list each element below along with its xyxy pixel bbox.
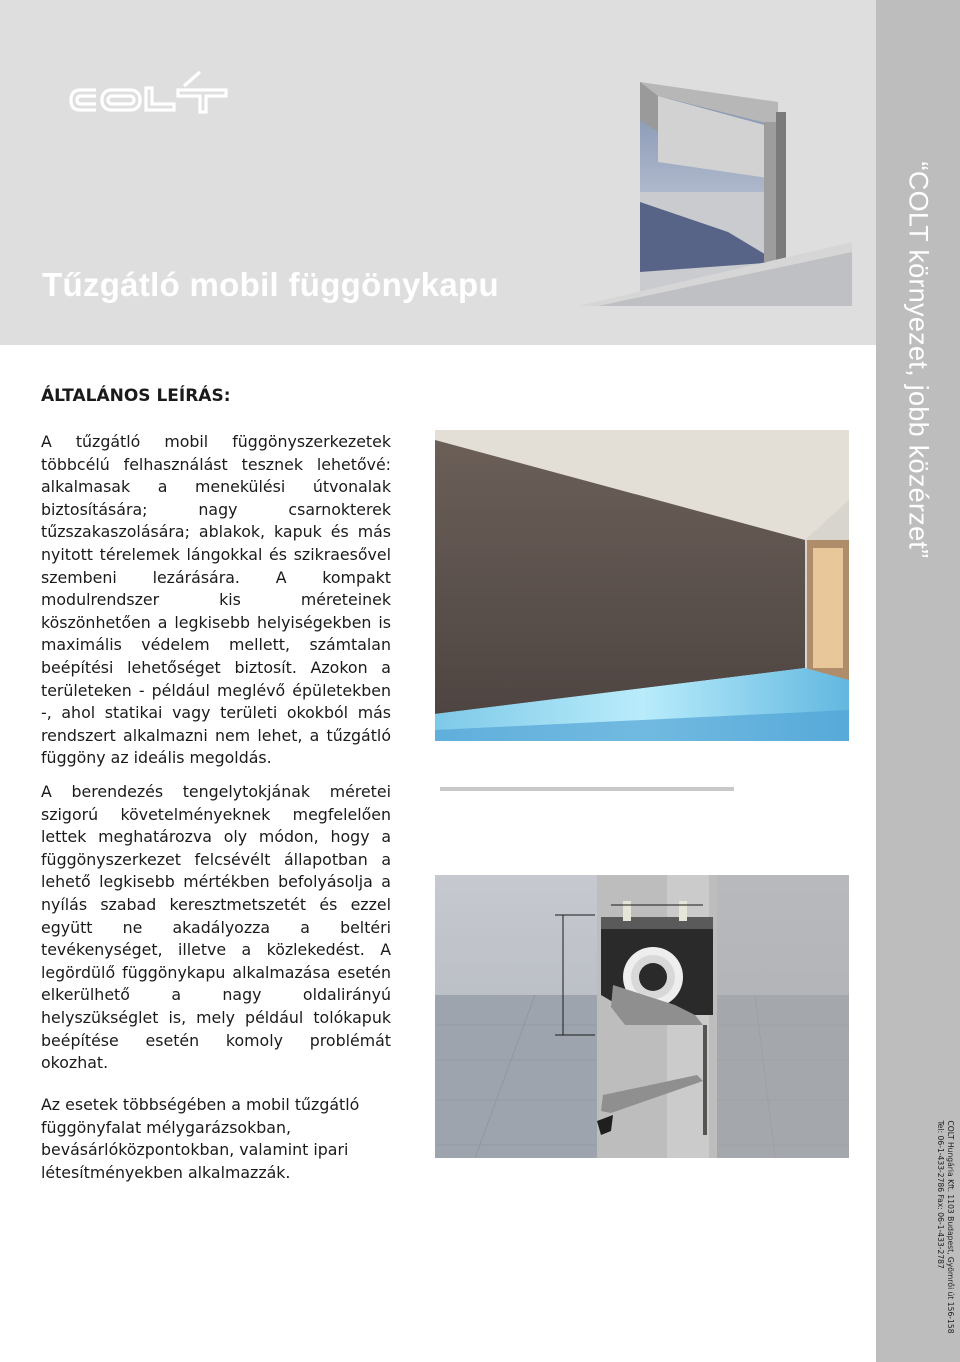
contact-info bbox=[935, 1120, 955, 1333]
section-heading: ÁLTALÁNOS LEÍRÁS: bbox=[41, 386, 231, 406]
curtain-interior-photo bbox=[435, 430, 849, 741]
tagline: “COLT környezet, jobb közérzet” bbox=[903, 161, 934, 559]
paragraph-housing: A berendezés tengelytokjának méretei szigorú követelményeknek megfelelően lettek meghatározva oly módon, hogy a függönyszerkezet felcsévélt állapotban a lehető legkisebb mértékben befolyásolja a nyílás szabad keresztmetszetét és ezzel együtt ne akadályozza a beltéri tevékenységet, illetve a közlekedést. A legördülő függönykapu alkalmazása esetén elkerülhető a nagy oldalirányú helyszükséglet is, mely például tolókapuk beépítése esetén komoly problémát okozhat. bbox=[41, 782, 391, 1073]
divider-line bbox=[440, 787, 734, 791]
paragraph-usage: Az esetek többségében a mobil tűzgátló függönyfalat mélygarázsokban, bevásárlóközpontokban, valamint ipari létesítményekben alkalmazzák. bbox=[41, 1095, 360, 1182]
paragraph-intro: A tűzgátló mobil függönyszerkezetek többcélú felhasználást tesznek lehetővé: alkalmasak a menekülési útvonalak biztosítására; nagy csarnokterek tűzszakaszolására; ablakok, kapuk és más nyitott térelemek lángokkal és szikraesővel szembeni lezárására. A kompakt modulrendszer kis méreteinek köszönhetően a legkisebb helyiségekben is maximális védelem mellett, számtalan beépítési lehetőséget biztosít. Azokon a területeken - például meglévő épületekben -, ahol statikai vagy területi okokból más rendszert alkalmazni nem lehet, a tűzgátló függöny az ideális megoldás. bbox=[41, 432, 391, 768]
contact-phone-fax: Tel: 06-1-433-2786 Fax: 06-1-433-2787 bbox=[936, 1120, 945, 1269]
contact-address: COLT Hungária Kft. 1103 Budapest, Gyömrői út 156-158 bbox=[946, 1120, 955, 1334]
door-photo bbox=[578, 82, 852, 306]
page-title: Tűzgátló mobil függönykapu bbox=[42, 266, 499, 303]
curtain-housing-render bbox=[435, 875, 849, 1158]
colt-logo bbox=[66, 66, 232, 122]
